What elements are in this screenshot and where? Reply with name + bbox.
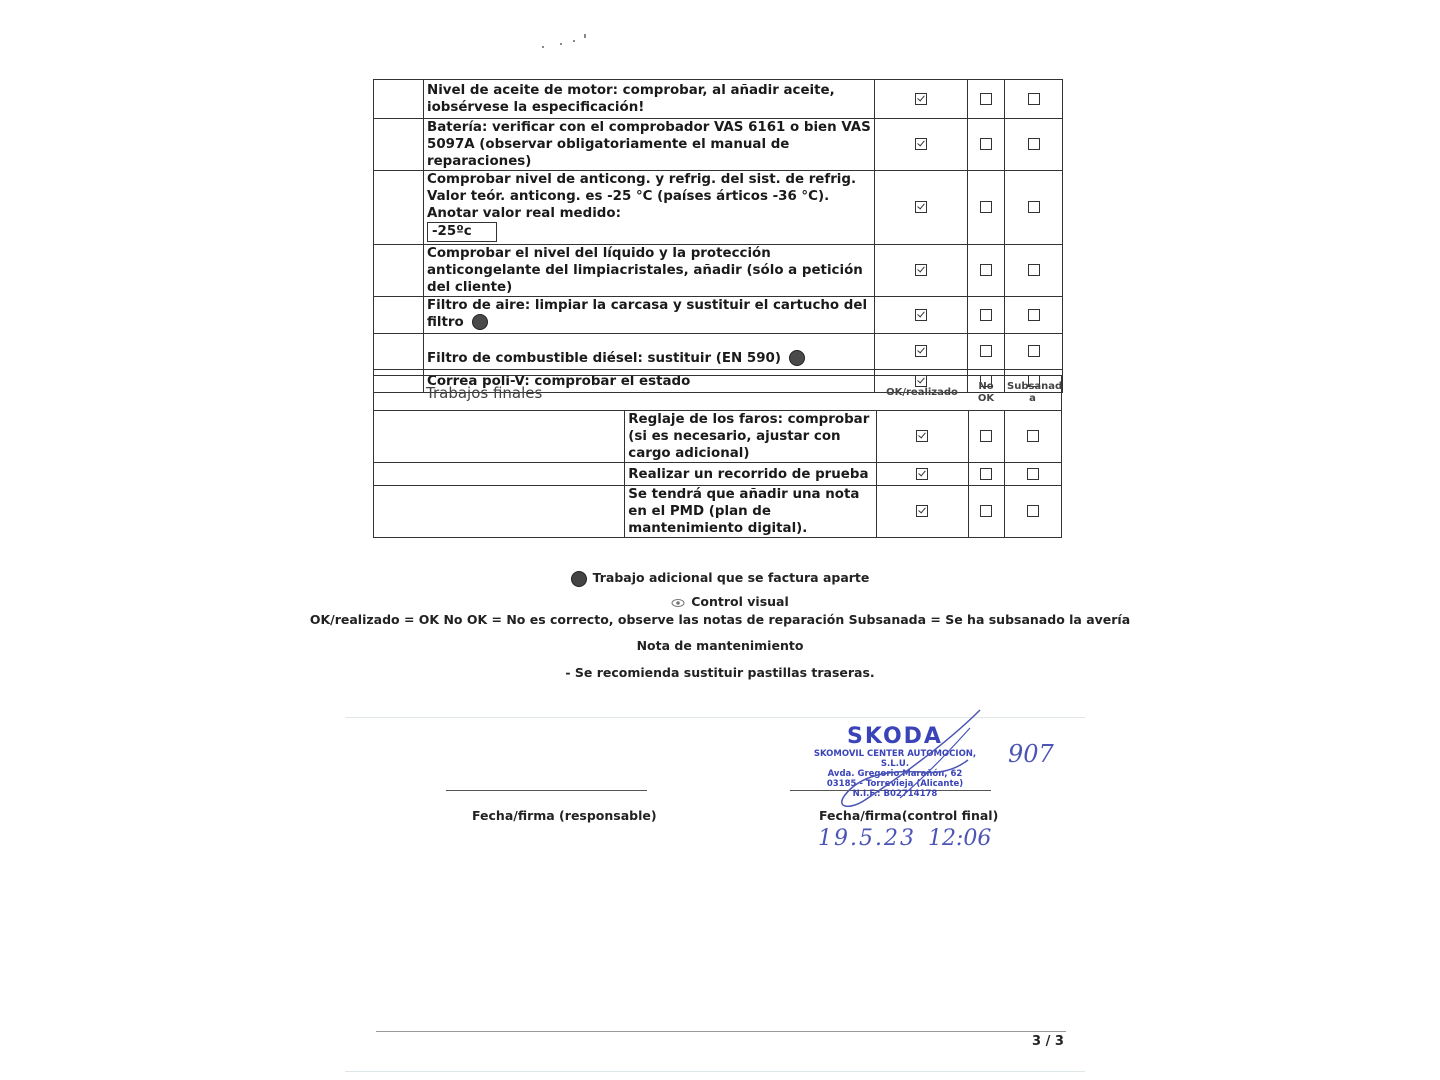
ok-checkbox	[915, 309, 927, 321]
task-text: Filtro de aire: limpiar la carcasa y sustituir el cartucho del filtro	[427, 298, 868, 330]
ok-cell	[875, 80, 968, 119]
task-cell	[424, 297, 875, 334]
table-row	[374, 245, 1063, 297]
ok-checkbox	[916, 430, 928, 442]
subsanada-cell	[1004, 463, 1062, 486]
subsanada-checkbox	[1027, 468, 1039, 480]
ok-cell	[875, 334, 968, 370]
eye-icon	[671, 598, 685, 608]
maintenance-note-text: - Se recomienda sustituir pastillas traseras.	[565, 665, 875, 680]
col-no-ok-header: No OK	[968, 376, 1004, 411]
subsanada-cell	[1005, 119, 1063, 171]
task-text: Batería: verificar con el comprobador VAS 6161 o bien VAS 5097A (observar obligatoriamente el manual de reparaciones)	[427, 120, 871, 169]
row-number-cell	[374, 411, 625, 463]
task-text: Correa poli-V: comprobar el estado	[427, 373, 691, 389]
ok-checkbox	[916, 505, 928, 517]
ok-cell	[876, 463, 968, 486]
footer-line	[376, 1031, 1066, 1032]
task-cell	[424, 334, 875, 370]
ok-cell	[875, 119, 968, 171]
subsanada-cell	[1005, 80, 1063, 119]
subsanada-checkbox	[1028, 345, 1040, 357]
row-number-cell	[374, 463, 625, 486]
row-number-cell	[374, 486, 625, 538]
row-number-cell	[374, 171, 424, 245]
row-number-cell	[374, 119, 424, 171]
task-text: Reglaje de los faros: comprobar (si es necesario, ajustar con cargo adicional)	[628, 412, 870, 461]
subsanada-cell	[1005, 245, 1063, 297]
page-number: 3 / 3	[1032, 1034, 1064, 1049]
col-subsanada-header: Subsanad a	[1004, 376, 1062, 411]
no-ok-cell	[968, 411, 1004, 463]
signature-label-final: Fecha/firma(control final)	[819, 808, 999, 823]
table-row	[374, 297, 1063, 334]
extra-work-dot-icon	[571, 571, 587, 587]
scan-marks	[540, 34, 600, 54]
no-ok-cell	[968, 334, 1005, 370]
bottom-divider	[345, 1071, 1085, 1072]
ok-cell	[875, 297, 968, 334]
subsanada-cell	[1005, 171, 1063, 245]
table-row	[374, 80, 1063, 119]
task-cell	[625, 463, 876, 486]
maintenance-note-title: Nota de mantenimiento	[636, 638, 804, 653]
task-cell	[625, 486, 876, 538]
no-ok-checkbox	[980, 430, 992, 442]
ok-checkbox	[915, 138, 927, 150]
task-text: Realizar un recorrido de prueba	[628, 466, 869, 482]
ok-checkbox	[916, 468, 928, 480]
signature-line-responsible	[446, 790, 647, 791]
table-row	[374, 486, 1062, 538]
subsanada-cell	[1004, 411, 1062, 463]
legend-visual-check-text: Control visual	[691, 594, 789, 609]
subsanada-checkbox	[1028, 93, 1040, 105]
no-ok-cell	[968, 463, 1004, 486]
legend-status-explained: OK/realizado = OK No OK = No es correcto, observe las notas de reparación Subsanada = Se ha subsanado la avería	[309, 612, 1131, 627]
no-ok-cell	[968, 119, 1005, 171]
final-works-title: Trabajos finales	[374, 376, 877, 411]
task-cell	[424, 119, 875, 171]
subsanada-checkbox	[1027, 430, 1039, 442]
ok-checkbox	[915, 345, 927, 357]
task-text: Filtro de combustible diésel: sustituir (EN 590)	[427, 351, 781, 366]
table-row	[374, 171, 1063, 245]
ok-cell	[875, 171, 968, 245]
subsanada-checkbox	[1028, 309, 1040, 321]
task-cell	[424, 171, 875, 245]
handwritten-date: 19.5.23	[818, 826, 916, 851]
extra-work-dot-icon	[472, 314, 488, 330]
task-cell	[424, 80, 875, 119]
ok-checkbox	[915, 93, 927, 105]
table-row	[374, 411, 1062, 463]
task-text: Comprobar el nivel del líquido y la protección anticongelante del limpiacristales, añadir (sólo a petición del cliente)	[427, 246, 863, 295]
table-row	[374, 334, 1063, 370]
no-ok-cell	[968, 245, 1005, 297]
final-works-table	[373, 375, 1062, 538]
subsanada-cell	[1004, 486, 1062, 538]
stamp-line-1: SKOMOVIL CENTER AUTOMOCION, S.L.U.	[813, 749, 977, 769]
no-ok-checkbox	[980, 264, 992, 276]
subsanada-checkbox	[1028, 138, 1040, 150]
row-number-cell	[374, 334, 424, 370]
no-ok-checkbox	[980, 201, 992, 213]
no-ok-cell	[968, 80, 1005, 119]
subsanada-checkbox	[1028, 264, 1040, 276]
no-ok-checkbox	[980, 345, 992, 357]
final-works-header	[374, 376, 1062, 411]
subsanada-cell	[1005, 297, 1063, 334]
no-ok-cell	[968, 297, 1005, 334]
ok-checkbox	[915, 201, 927, 213]
task-text: Nivel de aceite de motor: comprobar, al añadir aceite, iobsérvese la especificación!	[427, 83, 835, 115]
no-ok-cell	[968, 486, 1004, 538]
task-text: Se tendrá que añadir una nota en el PMD (plan de mantenimiento digital).	[628, 487, 860, 536]
ok-cell	[876, 411, 968, 463]
handwritten-signature	[820, 700, 1000, 815]
subsanada-checkbox	[1028, 201, 1040, 213]
signature-label-responsible: Fecha/firma (responsable)	[472, 808, 657, 823]
task-cell	[424, 245, 875, 297]
stamp-line-2: Avda. Gregorio Marañón, 62	[827, 769, 963, 779]
table-row	[374, 463, 1062, 486]
legend-extra-work-text: Trabajo adicional que se factura aparte	[592, 570, 870, 585]
checklist-table	[373, 79, 1063, 393]
ok-cell	[875, 245, 968, 297]
stamp-line-4: N.I.F.: B02714178	[852, 789, 938, 799]
no-ok-cell	[968, 171, 1005, 245]
handwritten-time: 12:06	[928, 826, 992, 851]
stamp-line-3: 03185 - Torrevieja (Alicante)	[826, 779, 964, 789]
row-number-cell	[374, 80, 424, 119]
ok-cell	[876, 486, 968, 538]
no-ok-checkbox	[980, 93, 992, 105]
no-ok-checkbox	[980, 505, 992, 517]
task-cell	[625, 411, 876, 463]
legend-extra-work	[0, 570, 1440, 587]
no-ok-checkbox	[980, 138, 992, 150]
legend-visual-check	[0, 594, 1440, 609]
row-number-cell	[374, 297, 424, 334]
stamp-brand: SKODA	[847, 724, 943, 749]
task-text: Comprobar nivel de anticong. y refrig. del sist. de refrig. Valor teór. anticong. es -25 °C (países árticos -36 °C). Anotar valor real medido:	[427, 172, 857, 221]
table-row	[374, 119, 1063, 171]
ok-checkbox	[915, 264, 927, 276]
measured-value-field: -25ºc	[427, 222, 497, 242]
row-number-cell	[374, 245, 424, 297]
subsanada-checkbox	[1027, 505, 1039, 517]
handwritten-number: 907	[1008, 740, 1054, 768]
col-ok-header: OK/realizado	[876, 376, 968, 411]
no-ok-checkbox	[980, 309, 992, 321]
extra-work-dot-icon	[789, 350, 805, 366]
subsanada-cell	[1005, 334, 1063, 370]
no-ok-checkbox	[980, 468, 992, 480]
